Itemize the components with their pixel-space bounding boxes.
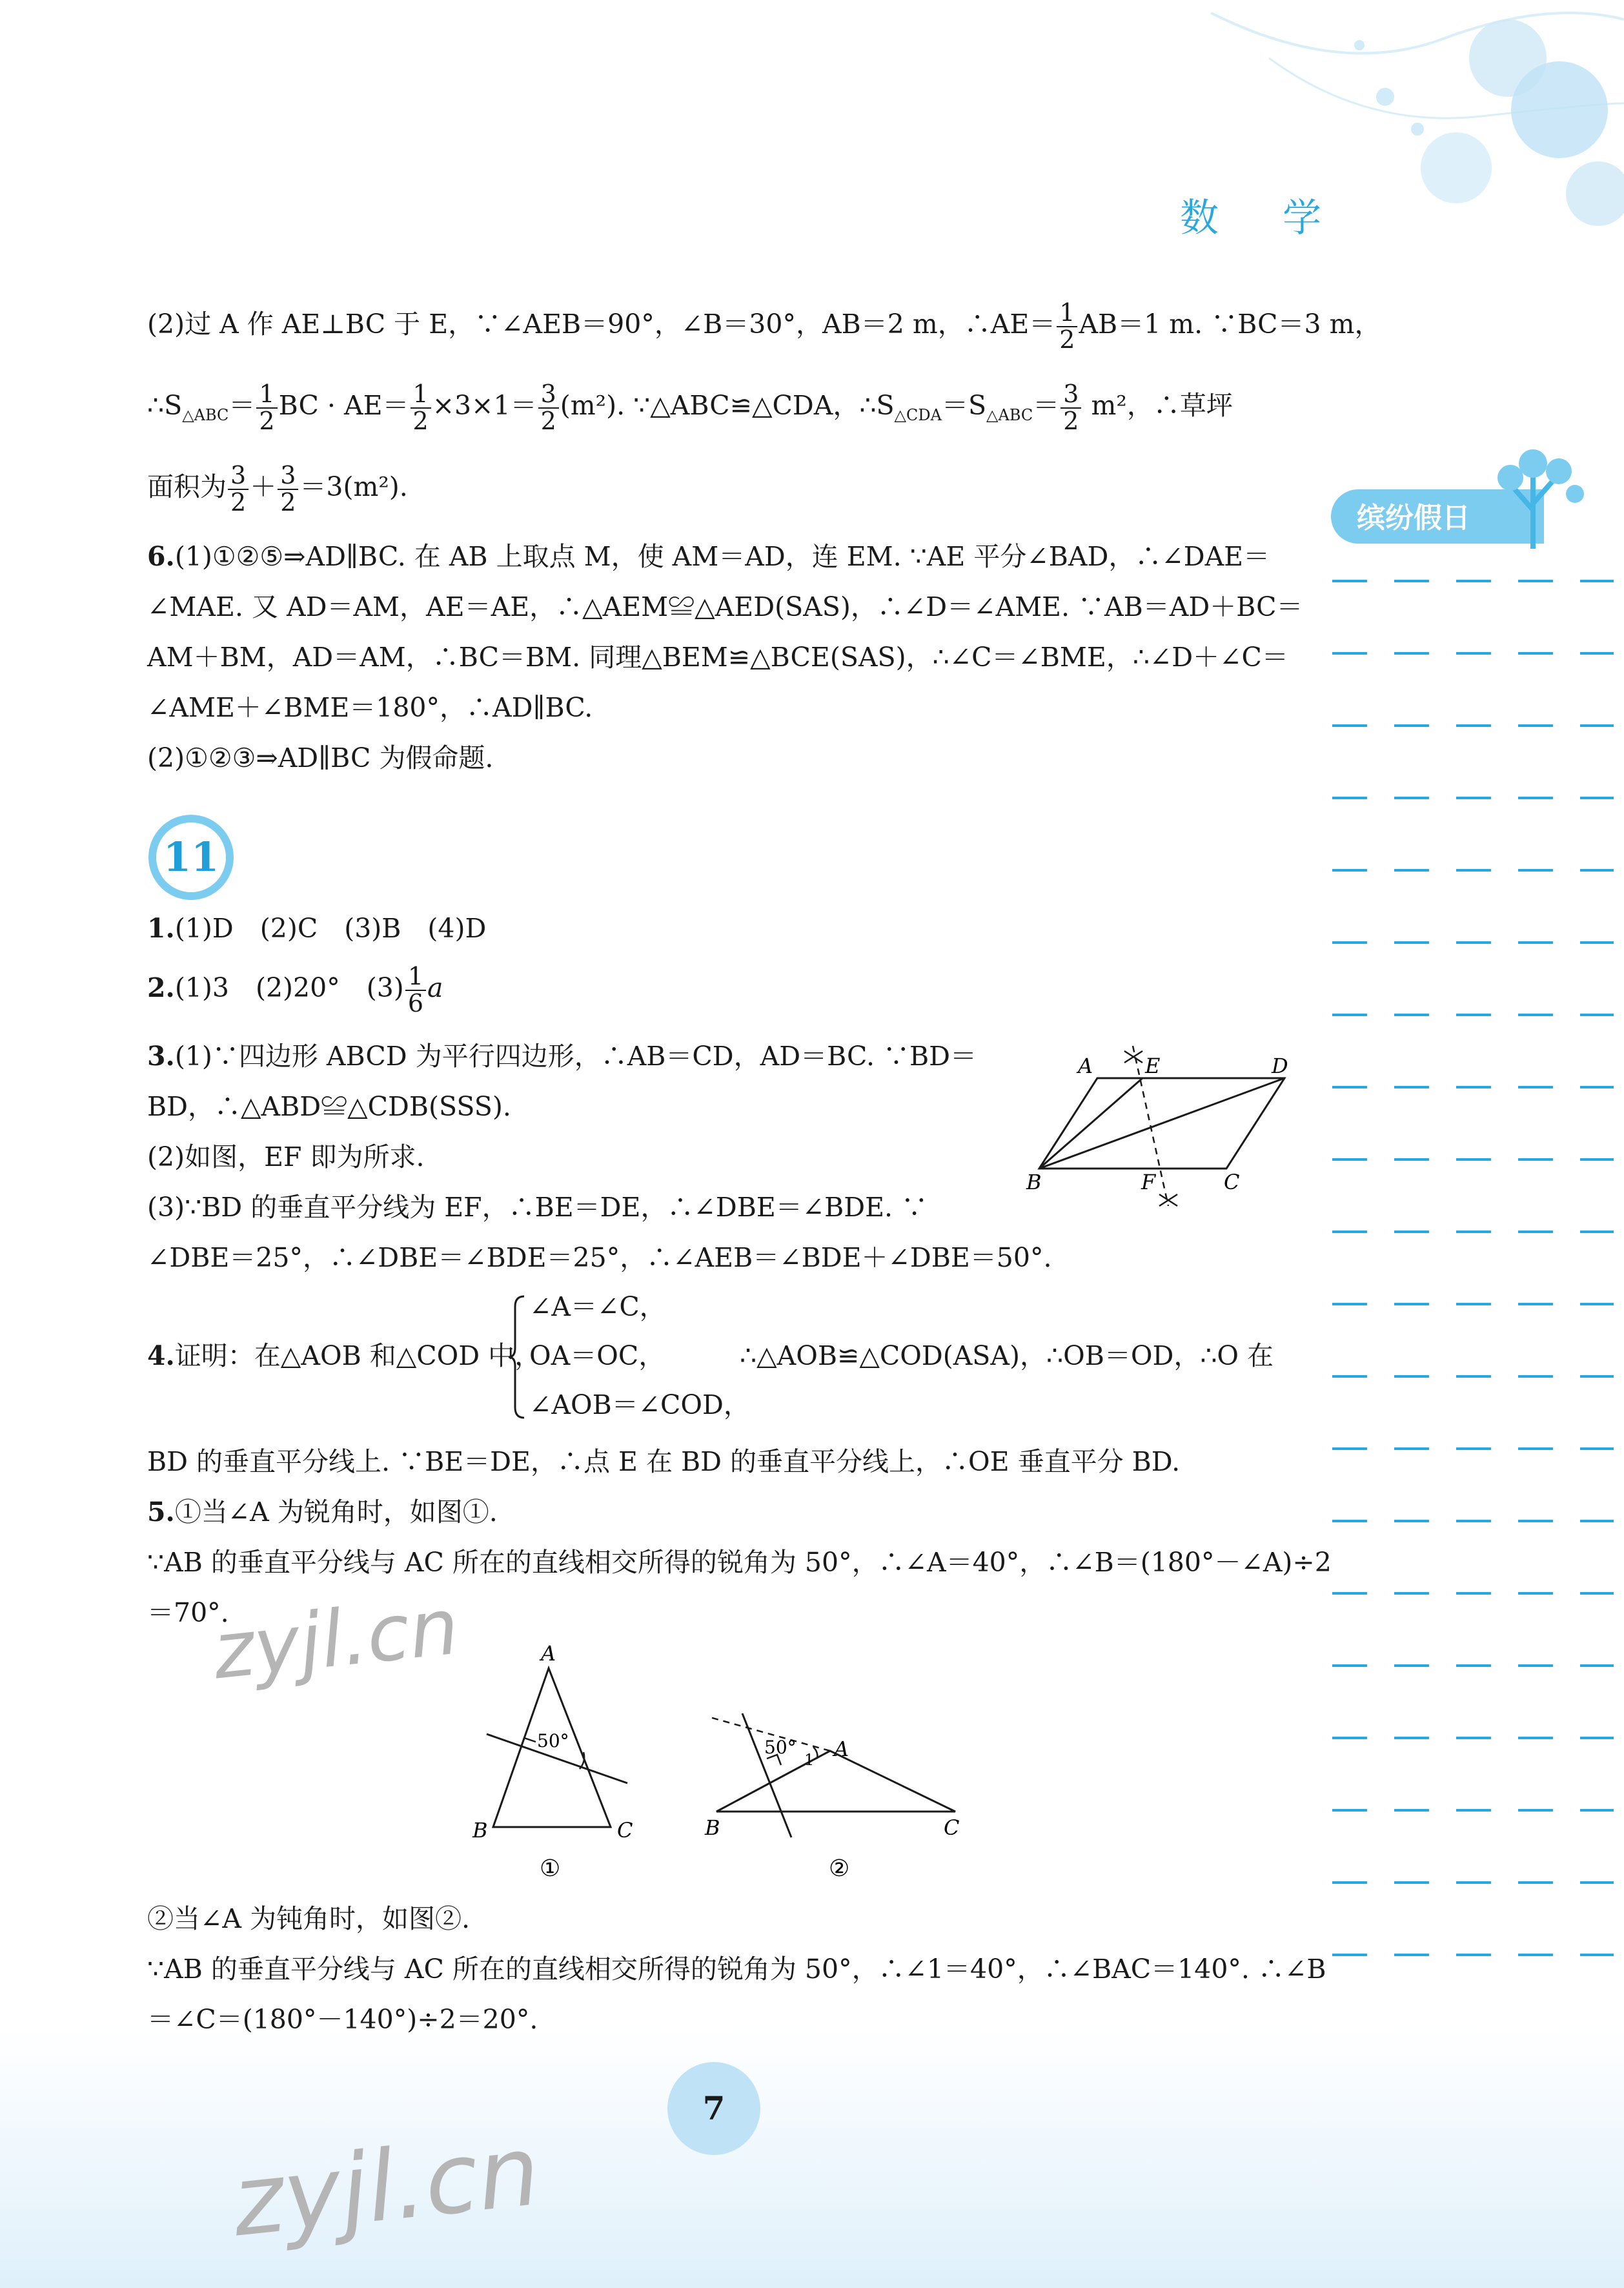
vertex-label: B xyxy=(1026,1170,1042,1194)
text-line: (3)∵BD 的垂直平分线为 EF，∴BE＝DE，∴∠DBE＝∠BDE. ∵ xyxy=(147,1192,928,1223)
text-line: (2)过 A 作 AE⊥BC 于 E，∵∠AEB＝90°，∠B＝30°，AB＝2 m，∴AE＝ $\frac{1}{2}$ AB＝1 m. ∵BC＝3 m， xyxy=(147,298,1381,354)
subject-header: 数 学 xyxy=(1180,196,1348,241)
figure-caption: ① xyxy=(540,1855,561,1882)
parallelogram-figure xyxy=(1013,1039,1310,1220)
obtuse-triangle-figure xyxy=(704,1704,975,1892)
text-line: BD 的垂直平分线上. ∵BE＝DE，∴点 E 在 BD 的垂直平分线上，∴OE 垂直平分 BD. xyxy=(147,1446,1181,1477)
watermark: zyjl.cn xyxy=(227,2114,545,2259)
text-line: (2)如图，EF 即为所求. xyxy=(147,1141,425,1172)
vertex-label: C xyxy=(944,1815,960,1840)
text-line: BD，∴△ABD≌△CDB(SSS). xyxy=(147,1091,511,1122)
text-line: ∠MAE. 又 AD＝AM，AE＝AE，∴△AEM≌△AED(SAS)，∴∠D＝∠AME. ∵AB＝AD＋BC＝ xyxy=(147,591,1303,622)
angle-label: 50° xyxy=(537,1730,569,1752)
vertex-label: C xyxy=(617,1818,633,1843)
text-line: $\therefore S_{\triangle ABC}=$ $\frac{1}{2}$ BC · AE＝ $\frac{1}{2}$ ×3×1＝ $\frac{3}{2}$ (m²). ∵△ABC≌△CDA，$\therefore S_{\triangle CDA}=S_{\triangle ABC}=$ $\frac{3}{2}$ m²，∴草坪 xyxy=(147,379,1233,435)
text-line: 面积为 $\frac{3}{2}$ ＋ $\frac{3}{2}$ ＝3(m²). xyxy=(147,460,408,516)
text-line: ＝∠C＝(180°－140°)÷2＝20°. xyxy=(147,2004,538,2035)
tree-icon xyxy=(1478,439,1588,549)
text-line: ∵AB 的垂直平分线与 AC 所在的直线相交所得的锐角为 50°，∴∠A＝40°，∴∠B＝(180°－∠A)÷2 xyxy=(147,1547,1332,1578)
brace-icon xyxy=(507,1294,527,1420)
vertex-label: D xyxy=(1272,1054,1288,1078)
angle-label: 1 xyxy=(804,1751,815,1769)
vertex-label: A xyxy=(834,1737,849,1761)
page-number: 7 xyxy=(702,2089,726,2127)
watermark: zyjl.cn xyxy=(208,1582,463,1697)
vertex-label: C xyxy=(1224,1170,1240,1194)
sidebar-title: 缤纷假日 xyxy=(1357,502,1470,535)
text-line: 1.(1)D (2)C (3)B (4)D xyxy=(147,913,487,944)
text-line: 2.(1)3 (2)20° (3) $\frac{1}{6}$ a xyxy=(147,961,443,1017)
vertex-label: B xyxy=(705,1815,720,1840)
text-line: (2)①②③⇒AD∥BC 为假命题. xyxy=(147,742,494,773)
text-line: ∠AME＋∠BME＝180°，∴AD∥BC. xyxy=(147,692,593,723)
vertex-label: A xyxy=(541,1641,556,1666)
text-line: ∠DBE＝25°，∴∠DBE＝∠BDE＝25°，∴∠AEB＝∠BDE＋∠DBE＝50°. xyxy=(147,1242,1052,1273)
acute-triangle-figure xyxy=(465,1640,671,1885)
text-line: AM＋BM，AD＝AM，∴BC＝BM. 同理△BEM≌△BCE(SAS)，∴∠C＝∠BME，∴∠D＋∠C＝ xyxy=(147,642,1288,673)
figure-caption: ② xyxy=(829,1855,850,1882)
proof-block: 4.证明：在△AOB 和△COD 中， ∠A＝∠C， OA＝OC， ∠AOB＝∠COD， ∴△AOB≌△COD(ASA)，∴OB＝OD，∴O 在 xyxy=(147,1291,1274,1420)
note-dash-lines xyxy=(1330,568,1614,1976)
vertex-label: A xyxy=(1078,1054,1093,1078)
text-line: ∵AB 的垂直平分线与 AC 所在的直线相交所得的锐角为 50°，∴∠1＝40°，∴∠BAC＝140°. ∴∠B xyxy=(147,1954,1326,1985)
vertex-label: E xyxy=(1145,1054,1161,1078)
text-line: ②当∠A 为钝角时，如图②. xyxy=(147,1903,471,1934)
text-line: 3.(1)∵四边形 ABCD 为平行四边形，∴AB＝CD，AD＝BC. ∵BD＝ xyxy=(147,1041,977,1072)
angle-label: 50° xyxy=(764,1737,797,1758)
text-line: ＝70°. xyxy=(147,1597,229,1628)
section-number: 11 xyxy=(163,833,219,881)
vertex-label: F xyxy=(1141,1170,1156,1194)
text-line: 6.(1)①②⑤⇒AD∥BC. 在 AB 上取点 M，使 AM＝AD，连 EM. ∵AE 平分∠BAD，∴∠DAE＝ xyxy=(147,541,1270,572)
vertex-label: B xyxy=(472,1818,488,1843)
text-line: 5.①当∠A 为锐角时，如图①. xyxy=(147,1496,498,1527)
